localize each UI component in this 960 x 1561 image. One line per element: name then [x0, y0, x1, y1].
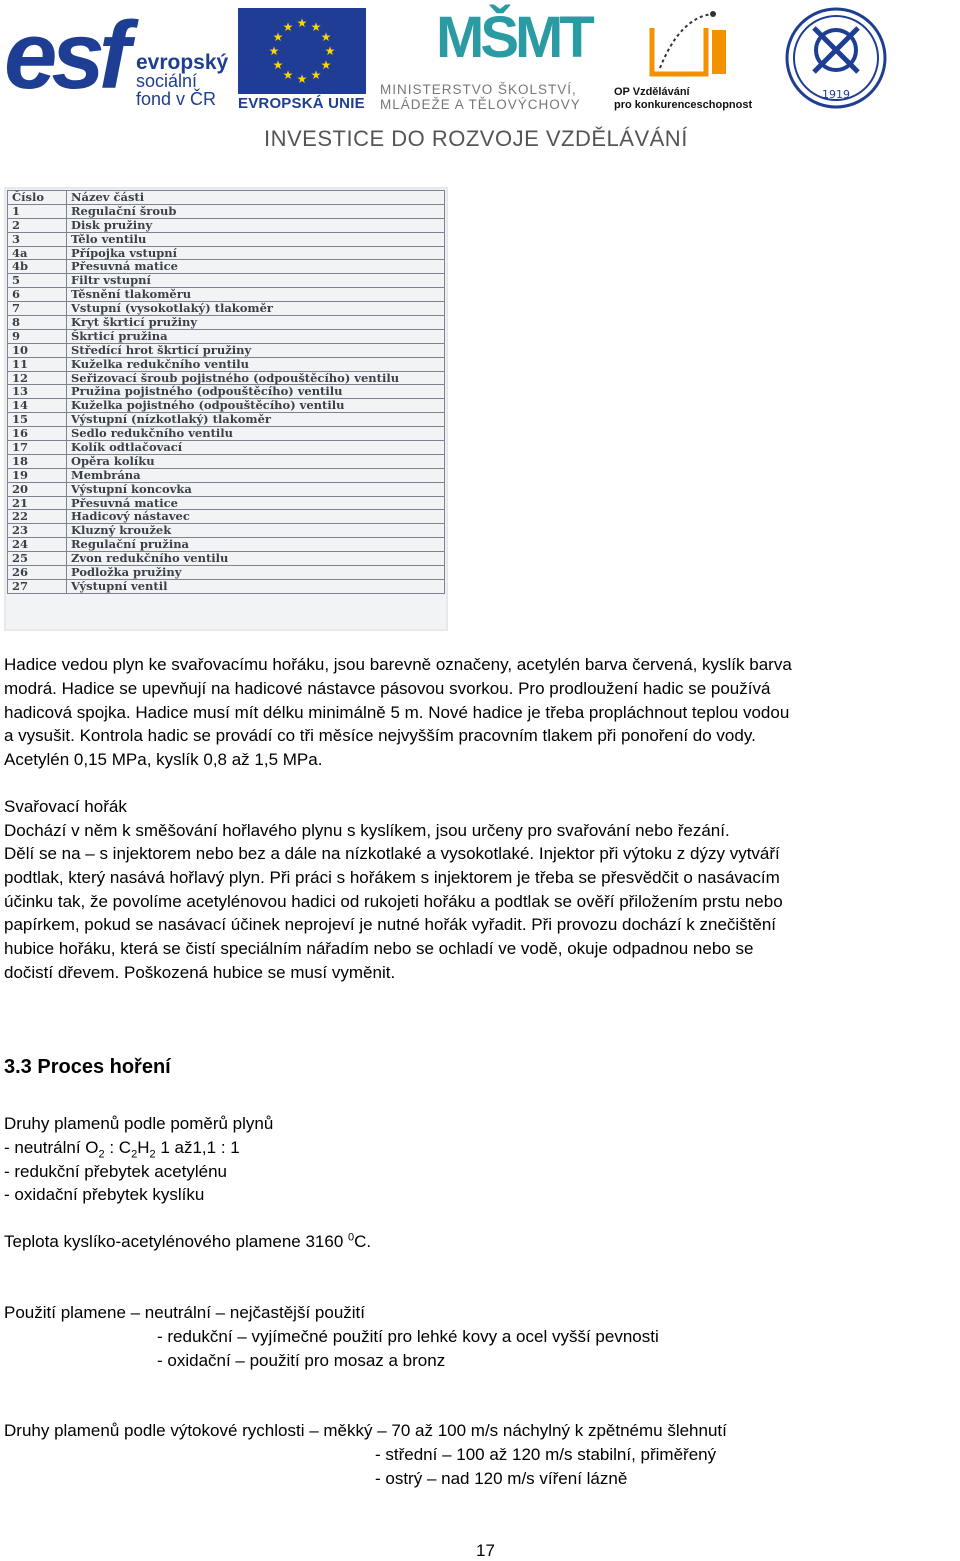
part-number: 2: [8, 218, 67, 232]
part-name: Sedlo redukčního ventilu: [67, 427, 445, 441]
svg-text:★: ★: [320, 30, 332, 44]
part-name: Filtr vstupní: [67, 274, 445, 288]
op-logo-text: [614, 86, 764, 112]
neutral-h: H: [137, 1138, 150, 1157]
c2-subscript: 2: [131, 1148, 138, 1161]
part-number: 5: [8, 274, 67, 288]
table-row: [8, 302, 445, 316]
part-number: 9: [8, 329, 67, 343]
table-row: [8, 218, 445, 232]
eu-flag-icon: [238, 8, 366, 94]
part-name: Kuželka pojistného (odpouštěcího) ventilu: [67, 399, 445, 413]
table-row: [8, 454, 445, 468]
table-row: [8, 399, 445, 413]
part-number: 17: [8, 441, 67, 455]
part-number: 13: [8, 385, 67, 399]
neutral-prefix: - neutrální O: [4, 1138, 99, 1157]
part-name: Kryt škrticí pružiny: [67, 316, 445, 330]
svg-text:★: ★: [296, 72, 308, 86]
table-row: [8, 427, 445, 441]
part-name: Pružina pojistného (odpouštěcího) ventilu: [67, 385, 445, 399]
part-number: 12: [8, 371, 67, 385]
part-number: 23: [8, 524, 67, 538]
part-number: 1: [8, 204, 67, 218]
table-row: [8, 204, 445, 218]
eu-label: EVROPSKÁ UNIE: [238, 95, 365, 112]
msmt-line1: MINISTERSTVO ŠKOLSTVÍ,: [380, 82, 577, 97]
svg-text:★: ★: [272, 30, 284, 44]
part-number: 3: [8, 232, 67, 246]
part-name: Vstupní (vysokotlaký) tlakoměr: [67, 302, 445, 316]
part-number: 8: [8, 316, 67, 330]
table-row: [8, 552, 445, 566]
torch-line-7: dočistí dřevem. Poškozená hubice se musí vyměnit.: [4, 963, 396, 982]
table-row: [8, 357, 445, 371]
msmt-line2: MLÁDEŽE A TĚLOVÝCHOVY: [380, 97, 581, 112]
flame-neutral: [4, 1136, 240, 1160]
table-row: [8, 232, 445, 246]
svg-text:★: ★: [268, 44, 280, 58]
flame-reducing: - redukční přebytek acetylénu: [4, 1162, 228, 1181]
svg-text:★: ★: [324, 44, 336, 58]
hoses-line-2: modrá. Hadice se upevňují na hadicové nástavce pásovou svorkou. Pro prodloužení hadic se používá: [4, 679, 771, 698]
part-name: Těsnění tlakoměru: [67, 288, 445, 302]
part-name: Seřizovací šroub pojistného (odpouštěcího) ventilu: [67, 371, 445, 385]
part-name: Výstupní koncovka: [67, 482, 445, 496]
part-number: 27: [8, 579, 67, 593]
svg-text:★: ★: [282, 68, 294, 82]
part-name: Disk pružiny: [67, 218, 445, 232]
table-row: [8, 482, 445, 496]
part-name: Přípojka vstupní: [67, 246, 445, 260]
part-number: 20: [8, 482, 67, 496]
part-name: Regulační šroub: [67, 204, 445, 218]
msmt-logo: MŠMT: [436, 5, 591, 70]
torch-line-1: Dochází v něm k směšování hořlavého plynu s kyslíkem, jsou určeny pro svařování nebo řezání.: [4, 821, 730, 840]
part-name: Regulační pružina: [67, 538, 445, 552]
hoses-line-3: hadicová spojka. Hadice musí mít délku minimálně 5 m. Nové hadice je třeba propláchnout teplou vodou: [4, 703, 790, 722]
table-row: [8, 329, 445, 343]
esf-logo-text: [136, 51, 229, 109]
part-number: 26: [8, 566, 67, 580]
esf-line3: fond v ČR: [136, 89, 217, 109]
usage-line-1: Použití plamene – neutrální – nejčastější použití: [4, 1303, 365, 1322]
part-name: Tělo ventilu: [67, 232, 445, 246]
svg-text:★: ★: [310, 68, 322, 82]
hoses-line-1: Hadice vedou plyn ke svařovacímu hořáku, jsou barevně označeny, acetylén barva červená, kyslík barva: [4, 655, 792, 674]
part-number: 24: [8, 538, 67, 552]
esf-logo: esf: [4, 2, 125, 109]
svg-text:★: ★: [320, 58, 332, 72]
part-number: 18: [8, 454, 67, 468]
table-header-number: Číslo: [8, 191, 67, 205]
neutral-ratio: 1 až1,1 : 1: [155, 1138, 240, 1157]
flame-temperature: [4, 1230, 371, 1254]
torch-line-6: hubice hořáku, která se čistí speciálním nářadím nebo se ochladí ve vodě, okuje odpadnou nebo se: [4, 939, 754, 958]
velocity-line-3: - ostrý – nad 120 m/s víření lázně: [375, 1469, 628, 1488]
part-number: 6: [8, 288, 67, 302]
part-name: Středící hrot škrticí pružiny: [67, 343, 445, 357]
table-header-row: [8, 191, 445, 205]
svg-text:★: ★: [282, 20, 294, 34]
op-line1: OP Vzdělávání: [614, 86, 690, 98]
part-name: Přesuvná matice: [67, 496, 445, 510]
part-number: 19: [8, 468, 67, 482]
flame-types-title: Druhy plamenů podle poměrů plynů: [4, 1114, 274, 1133]
part-number: 15: [8, 413, 67, 427]
part-number: 11: [8, 357, 67, 371]
hoses-line-5: Acetylén 0,15 MPa, kyslík 0,8 až 1,5 MPa.: [4, 750, 323, 769]
part-name: Kolík odtlačovací: [67, 441, 445, 455]
table-row: [8, 385, 445, 399]
table-row: [8, 468, 445, 482]
torch-title: Svařovací hořák: [4, 797, 127, 816]
part-number: 4b: [8, 260, 67, 274]
header-logos: [0, 0, 960, 160]
parts-table: [6, 189, 446, 629]
svg-text:★: ★: [272, 58, 284, 72]
svg-text:★: ★: [296, 16, 308, 30]
part-name: Výstupní ventil: [67, 579, 445, 593]
parts-table-body: [8, 191, 445, 594]
table-header-name: Název části: [67, 191, 445, 205]
part-name: Kuželka redukčního ventilu: [67, 357, 445, 371]
msmt-logo-text: [380, 82, 610, 112]
table-row: [8, 274, 445, 288]
flame-oxidizing: - oxidační přebytek kyslíku: [4, 1185, 205, 1204]
part-number: 22: [8, 510, 67, 524]
neutral-mid: : C: [104, 1138, 132, 1157]
table-row: [8, 288, 445, 302]
part-name: Opěra kolíku: [67, 454, 445, 468]
part-name: Membrána: [67, 468, 445, 482]
part-number: 16: [8, 427, 67, 441]
table-row: [8, 579, 445, 593]
esf-line1: evropský: [136, 51, 229, 74]
usage-line-2: - redukční – vyjímečné použití pro lehké kovy a ocel vyšší pevnosti: [157, 1327, 659, 1346]
velocity-line-2: - střední – 100 až 120 m/s stabilní, přiměřený: [375, 1445, 717, 1464]
o2-subscript: 2: [98, 1148, 105, 1161]
temperature-text: Teplota kyslíko-acetylénového plamene 3160: [4, 1232, 348, 1251]
part-number: 4a: [8, 246, 67, 260]
parts-table-grid: [7, 190, 445, 594]
school-seal-icon: [784, 6, 888, 110]
op-logo-icon: [646, 8, 730, 80]
degree-superscript: 0: [348, 1231, 355, 1244]
torch-line-3: podtlak, který nasává hořlavý plyn. Při práci s hořákem s injektorem je třeba se přesvědčit o nasávacím: [4, 868, 780, 887]
hoses-line-4: a vysušit. Kontrola hadic se provádí co tři měsíce nejvyšším pracovním tlakem při ponoření do vody.: [4, 726, 756, 745]
part-number: 21: [8, 496, 67, 510]
invest-title: INVESTICE DO ROZVOJE VZDĚLÁVÁNÍ: [264, 126, 688, 151]
temperature-unit: C.: [354, 1232, 372, 1251]
torch-line-2: Dělí se na – s injektorem nebo bez a dále na nízkotlaké a vysokotlaké. Injektor při výtoku z dýzy vytváří: [4, 844, 780, 863]
part-name: Hadicový nástavec: [67, 510, 445, 524]
part-number: 25: [8, 552, 67, 566]
part-number: 10: [8, 343, 67, 357]
velocity-line-1: Druhy plamenů podle výtokové rychlosti – měkký – 70 až 100 m/s náchylný k zpětnému šlehnutí: [4, 1421, 727, 1440]
part-name: Výstupní (nízkotlaký) tlakoměr: [67, 413, 445, 427]
section-heading: 3.3 Proces hoření: [4, 1056, 171, 1078]
part-name: Kluzný kroužek: [67, 524, 445, 538]
table-row: [8, 413, 445, 427]
esf-line2: sociální: [136, 71, 198, 91]
table-row: [8, 371, 445, 385]
table-row: [8, 566, 445, 580]
op-line2: pro konkurenceschopnost: [614, 99, 753, 111]
page-number: 17: [476, 1541, 495, 1560]
table-row: [8, 316, 445, 330]
table-row: [8, 496, 445, 510]
h2-subscript: 2: [149, 1148, 156, 1161]
usage-line-3: - oxidační – použití pro mosaz a bronz: [157, 1351, 446, 1370]
table-row: [8, 343, 445, 357]
part-name: Přesuvná matice: [67, 260, 445, 274]
torch-line-5: papírkem, pokud se nasávací účinek neprojeví je nutné hořák vyřadit. Při provozu dochází k znečištění: [4, 915, 777, 934]
torch-line-4: účinku tak, že povolíme acetylénovou hadici od rukojeti hořáku a podtlak se ověří přiložením prstu nebo: [4, 892, 783, 911]
part-number: 7: [8, 302, 67, 316]
part-name: Škrticí pružina: [67, 329, 445, 343]
table-row: [8, 260, 445, 274]
svg-text:★: ★: [310, 20, 322, 34]
table-row: [8, 246, 445, 260]
seal-year: 1919: [822, 88, 850, 101]
part-number: 14: [8, 399, 67, 413]
part-name: Zvon redukčního ventilu: [67, 552, 445, 566]
part-name: Podložka pružiny: [67, 566, 445, 580]
table-row: [8, 441, 445, 455]
table-row: [8, 538, 445, 552]
table-row: [8, 510, 445, 524]
table-row: [8, 524, 445, 538]
